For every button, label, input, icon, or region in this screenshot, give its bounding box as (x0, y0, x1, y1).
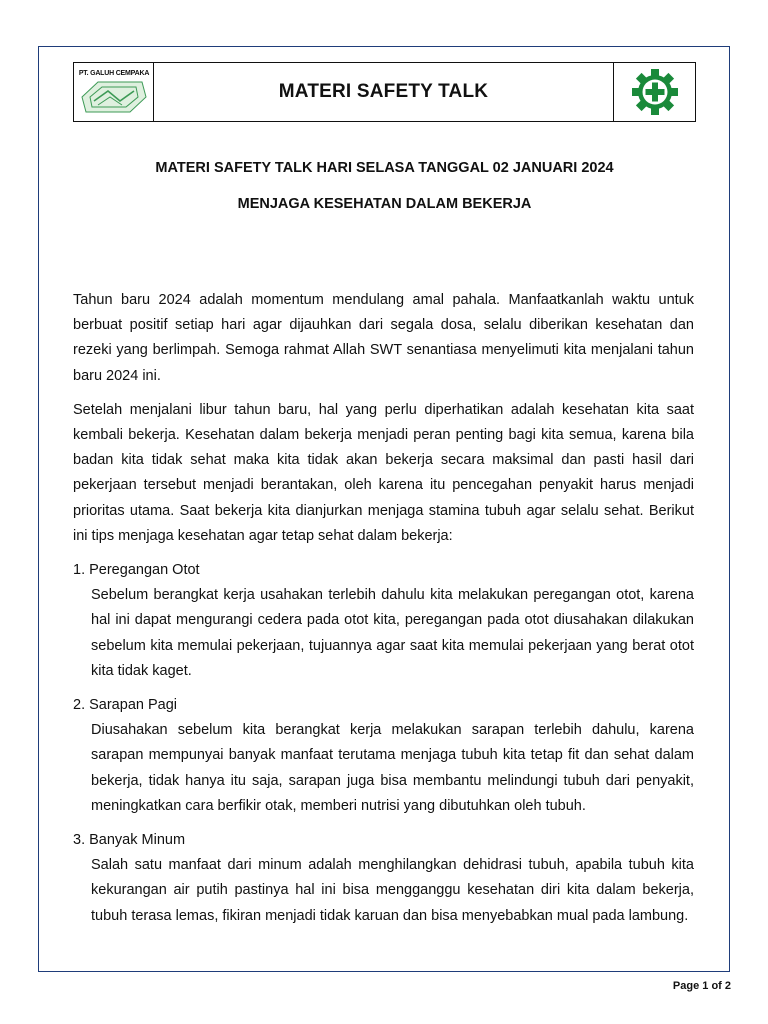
list-item-text: Salah satu manfaat dari minum adalah menghilangkan dehidrasi tubuh, apabila tubuh kita kekurangan air putih pastinya hal ini bisa mengganggu kesehatan diri kita dalam bekerja, tubuh terasa lemas, fikiran menjadi tidak karuan dan bisa menyebabkan mual pada lambung. (91, 857, 694, 924)
document-title: MATERI SAFETY TALK (278, 81, 489, 102)
document-heading: MATERI SAFETY TALK HARI SELASA TANGGAL 02 JANUARI 2024 (155, 160, 614, 176)
list-item-text: Sebelum berangkat kerja usahakan terlebih dahulu kita melakukan peregangan otot, karena hal ini dapat mengurangi cedera pada otot kita, peregangan pada otot diusahakan dilakukan sebelum kita memulai pekerjaan, tujuannya agar saat kita memulai pekerjaan yang berat otot kita tidak kaget. (91, 587, 694, 679)
list-item-text: Diusahakan sebelum kita berangkat kerja melakukan sarapan terlebih dahulu, karena sarapan mempunyai banyak manfaat terutama menjaga tubuh kita tetap fit dan sehat dalam bekerja, tidak hanya itu saja, sarapan juga bisa membantu melindungi tubuh dari penyakit, meningkatkan cara berfikir otak, memberi nutrisi yang dibutuhkan oleh tubuh. (91, 722, 694, 814)
document-subheading: MENJAGA KESEHATAN DALAM BEKERJA (237, 196, 532, 212)
document-body (73, 288, 694, 938)
k3-logo-cell (613, 63, 695, 121)
paragraph: Setelah menjalani libur tahun baru, hal yang perlu diperhatikan adalah kesehatan kita saat kembali bekerja. Kesehatan dalam bekerja menjadi peran penting bagi kita semua, karena bila badan kita tidak sehat maka kita tidak akan bekerja secara maksimal dan pasti hasil dari pekerjaan tersebut menjadi berantakan, oleh karena itu pencegahan penyakit harus menjadi prioritas utama. Saat bekerja kita dianjurkan menjaga stamina tubuh agar selalu sehat. Berikut ini tips menjaga kesehatan agar tetap sehat dalam bekerja: (73, 401, 694, 544)
list-item-title: 2. Sarapan Pagi (73, 697, 177, 714)
company-logo-cell (74, 63, 154, 121)
galuh-cempaka-logo-icon (80, 79, 148, 115)
paragraph: Tahun baru 2024 adalah momentum mendulang amal pahala. Manfaatkanlah waktu untuk berbuat positif setiap hari agar dijauhkan dari segala dosa, selalu diberikan kesehatan dan rezeki yang berlimpah. Semoga rahmat Allah SWT senantiasa menyelimuti kita menjalani tahun baru 2024 ini. (73, 292, 694, 384)
company-name: PT. GALUH CEMPAKA (78, 70, 150, 77)
k3-safety-gear-icon (631, 68, 679, 116)
page-number: Page 1 of 2 (672, 980, 731, 992)
list-item-title: 3. Banyak Minum (73, 832, 186, 849)
document-header (73, 62, 696, 122)
list-item-title: 1. Peregangan Otot (73, 562, 200, 579)
